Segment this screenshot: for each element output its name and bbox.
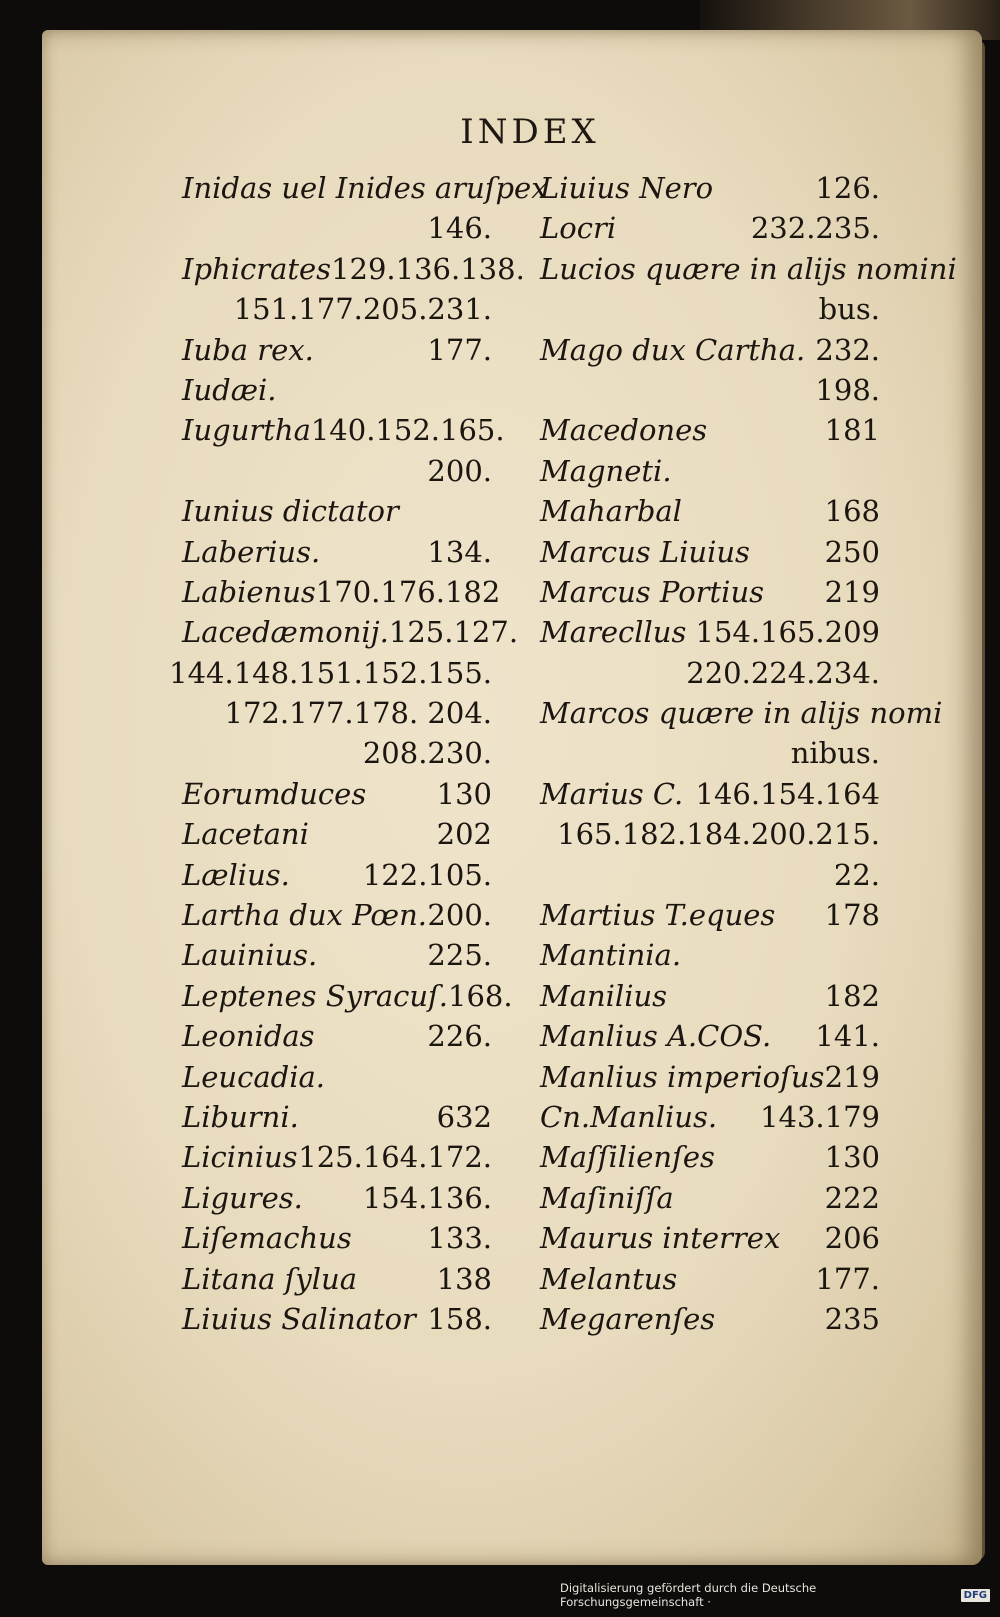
entry-pages: 632	[436, 1099, 492, 1134]
index-entry	[182, 612, 519, 652]
entry-pages: 133.	[427, 1221, 492, 1256]
index-entry	[540, 1178, 880, 1218]
entry-pages: 178	[824, 898, 880, 933]
entry-name: Macedones	[540, 413, 708, 448]
index-entry	[182, 895, 492, 935]
entry-pages: 141.	[815, 1019, 880, 1054]
entry-name: Martius T.eques	[540, 898, 776, 933]
entry-name: Lucios quære in alijs nomini	[540, 251, 957, 286]
index-entry	[182, 1137, 492, 1177]
entry-name: Lælius.	[182, 857, 290, 892]
entry-pages: 200.	[427, 453, 492, 488]
entry-name: Leonidas	[182, 1019, 315, 1054]
index-entry	[182, 370, 492, 410]
entry-name: Lauinius.	[182, 938, 318, 973]
index-entry	[182, 855, 492, 895]
index-entry	[182, 208, 492, 248]
index-entry	[540, 976, 880, 1016]
entry-name: Melantus	[540, 1261, 678, 1296]
entry-pages: 146.	[427, 211, 492, 246]
entry-pages: 232.235.	[750, 211, 880, 246]
entry-pages: 170.176.182	[315, 574, 501, 609]
entry-pages: 130	[824, 1140, 880, 1175]
entry-name: Eorumduces	[182, 776, 367, 811]
index-entry	[540, 1259, 880, 1299]
index-entry	[182, 249, 525, 289]
entry-name: Lartha dux Pœn.	[182, 898, 427, 933]
index-entry	[540, 572, 880, 612]
dfg-logo: DFG	[961, 1589, 990, 1602]
index-entry	[540, 1299, 880, 1339]
entry-pages: 182	[824, 978, 880, 1013]
index-entry	[540, 491, 880, 531]
index-entry	[182, 774, 492, 814]
entry-name: Iugurtha	[182, 413, 311, 448]
index-entry	[540, 774, 880, 814]
entry-name: Locri	[540, 211, 617, 246]
entry-name: Maurus interrex	[540, 1221, 781, 1256]
index-entry	[540, 1097, 880, 1137]
entry-name: Magneti.	[540, 453, 672, 488]
index-entry	[540, 895, 880, 935]
entry-name: Licinius	[182, 1140, 298, 1175]
entry-name: Manlius imperioſus	[540, 1059, 825, 1094]
index-entry	[540, 935, 880, 975]
index-entry	[182, 1097, 492, 1137]
index-entry	[540, 289, 880, 329]
entry-name: Megarenſes	[540, 1301, 716, 1336]
entry-name: Mantinia.	[540, 938, 682, 973]
index-entry	[540, 1137, 880, 1177]
index-entry	[540, 1057, 880, 1097]
index-entry	[540, 733, 880, 773]
entry-pages: 226.	[427, 1019, 492, 1054]
index-entry	[182, 1016, 492, 1056]
index-entry	[540, 330, 880, 370]
entry-pages: 168.	[448, 978, 513, 1013]
entry-pages: 126.	[815, 171, 880, 205]
entry-pages: 143.179	[760, 1099, 880, 1134]
index-entry	[540, 1016, 880, 1056]
entry-name: Litana ſylua	[182, 1261, 358, 1296]
page-header: INDEX	[460, 112, 600, 152]
entry-name: Leptenes Syracuſ.	[182, 978, 449, 1013]
index-entry	[540, 855, 880, 895]
entry-name: Marcus Portius	[540, 574, 765, 609]
entry-pages: 206	[824, 1221, 880, 1256]
entry-pages: 181	[824, 413, 880, 448]
index-entry	[169, 653, 492, 693]
entry-name: Labienus	[182, 574, 316, 609]
index-entry	[182, 1259, 492, 1299]
index-entry	[182, 814, 492, 854]
entry-name: Iuba rex.	[182, 332, 314, 367]
index-entry	[182, 1178, 492, 1218]
entry-name: Liuius Salinator	[182, 1301, 416, 1336]
entry-pages: 222	[824, 1180, 880, 1215]
entry-pages: 219	[824, 1059, 880, 1094]
entry-name: Maſiniſſa	[540, 1180, 674, 1215]
index-entry	[182, 168, 548, 208]
index-entry	[540, 208, 880, 248]
entry-pages: 129.136.138.	[331, 251, 525, 286]
index-entry	[182, 491, 492, 531]
entry-name: Marcus Liuius	[540, 534, 750, 569]
entry-name: Maſſilienſes	[540, 1140, 715, 1175]
entry-name: Cn.Manlius.	[540, 1099, 718, 1134]
entry-pages: 220.224.234.	[686, 655, 880, 690]
index-entry	[182, 935, 492, 975]
entry-pages: 232.	[815, 332, 880, 367]
index-entry	[540, 814, 880, 854]
index-entry	[182, 1218, 492, 1258]
entry-pages: nibus.	[790, 736, 880, 771]
entry-name: Inidas uel Inides aruſpex	[182, 171, 548, 205]
entry-pages: 144.148.151.152.155.	[169, 655, 492, 690]
entry-pages: 158.	[427, 1301, 492, 1336]
entry-name: Iphicrates	[182, 251, 332, 286]
entry-name: Lacedæmonij.	[182, 615, 389, 650]
entry-name: Liburni.	[182, 1099, 299, 1134]
entry-name: Maharbal	[540, 494, 682, 529]
entry-name: Mago dux Cartha.	[540, 332, 806, 367]
entry-pages: 154.165.209	[695, 615, 880, 650]
footer	[560, 1580, 990, 1610]
index-entry	[540, 410, 880, 450]
entry-pages: 202	[436, 817, 492, 852]
index-entry	[540, 612, 880, 652]
entry-pages: 125.164.172.	[298, 1140, 492, 1175]
index-entry	[540, 168, 880, 208]
index-entry	[540, 249, 957, 289]
index-entry	[182, 976, 513, 1016]
index-column-left	[169, 168, 548, 1339]
entry-name: Ligures.	[182, 1180, 303, 1215]
entry-pages: 125.127.	[388, 615, 519, 650]
entry-pages: 146.154.164	[695, 776, 880, 811]
index-entry	[540, 451, 880, 491]
index-entry	[182, 410, 505, 450]
entry-pages: 151.177.205.231.	[233, 292, 492, 327]
entry-pages: 168	[824, 494, 880, 529]
entry-name: Leucadia.	[182, 1059, 325, 1094]
entry-pages: 200.	[427, 898, 492, 933]
entry-name: Lacetani	[182, 817, 309, 852]
entry-pages: 138	[436, 1261, 492, 1296]
entry-name: Manlius A.COS.	[540, 1019, 772, 1054]
entry-pages: 177.	[427, 332, 492, 367]
entry-name: Marecllus	[540, 615, 687, 650]
index-entry	[540, 1218, 880, 1258]
entry-pages: 130	[436, 776, 492, 811]
index-entry	[182, 451, 492, 491]
entry-pages: 134.	[427, 534, 492, 569]
entry-pages: 198.	[815, 372, 880, 407]
entry-name: Marius C.	[540, 776, 684, 811]
index-entry	[182, 1299, 492, 1339]
entry-pages: 22.	[833, 857, 880, 892]
index-column-right	[540, 168, 957, 1339]
index-entry	[540, 653, 880, 693]
index-entry	[540, 693, 943, 733]
index-entry	[540, 370, 880, 410]
footer-credit: Digitalisierung gefördert durch die Deutsche Forschungsgemeinschaft ·	[560, 1581, 817, 1609]
entry-pages: 208.230.	[362, 736, 492, 771]
entry-pages: 250	[824, 534, 880, 569]
entry-name: Manilius	[540, 978, 668, 1013]
index-entry	[182, 693, 492, 733]
index-entry	[182, 289, 492, 329]
entry-name: Liuius Nero	[540, 171, 714, 205]
index-entry	[540, 532, 880, 572]
entry-pages: 140.152.165.	[310, 413, 505, 448]
entry-pages: 177.	[815, 1261, 880, 1296]
index-entry	[182, 733, 492, 773]
entry-name: Marcos quære in alijs nomi	[540, 696, 943, 731]
index-entry	[182, 1057, 492, 1097]
entry-pages: 122.105.	[362, 857, 492, 892]
entry-name: Iunius dictator	[182, 494, 399, 529]
index-entry	[182, 532, 492, 572]
entry-name: Laberius.	[182, 534, 321, 569]
index-entry	[182, 330, 492, 370]
index-entry	[182, 572, 501, 612]
entry-pages: bus.	[818, 292, 880, 327]
entry-name: Liſemachus	[182, 1221, 352, 1256]
entry-pages: 235	[824, 1301, 880, 1336]
entry-name: Iudæi.	[182, 372, 277, 407]
entry-pages: 225.	[427, 938, 492, 973]
entry-pages: 172.177.178. 204.	[224, 696, 492, 731]
entry-pages: 219	[824, 574, 880, 609]
entry-pages: 165.182.184.200.215.	[557, 817, 880, 852]
entry-pages: 154.136.	[362, 1180, 492, 1215]
